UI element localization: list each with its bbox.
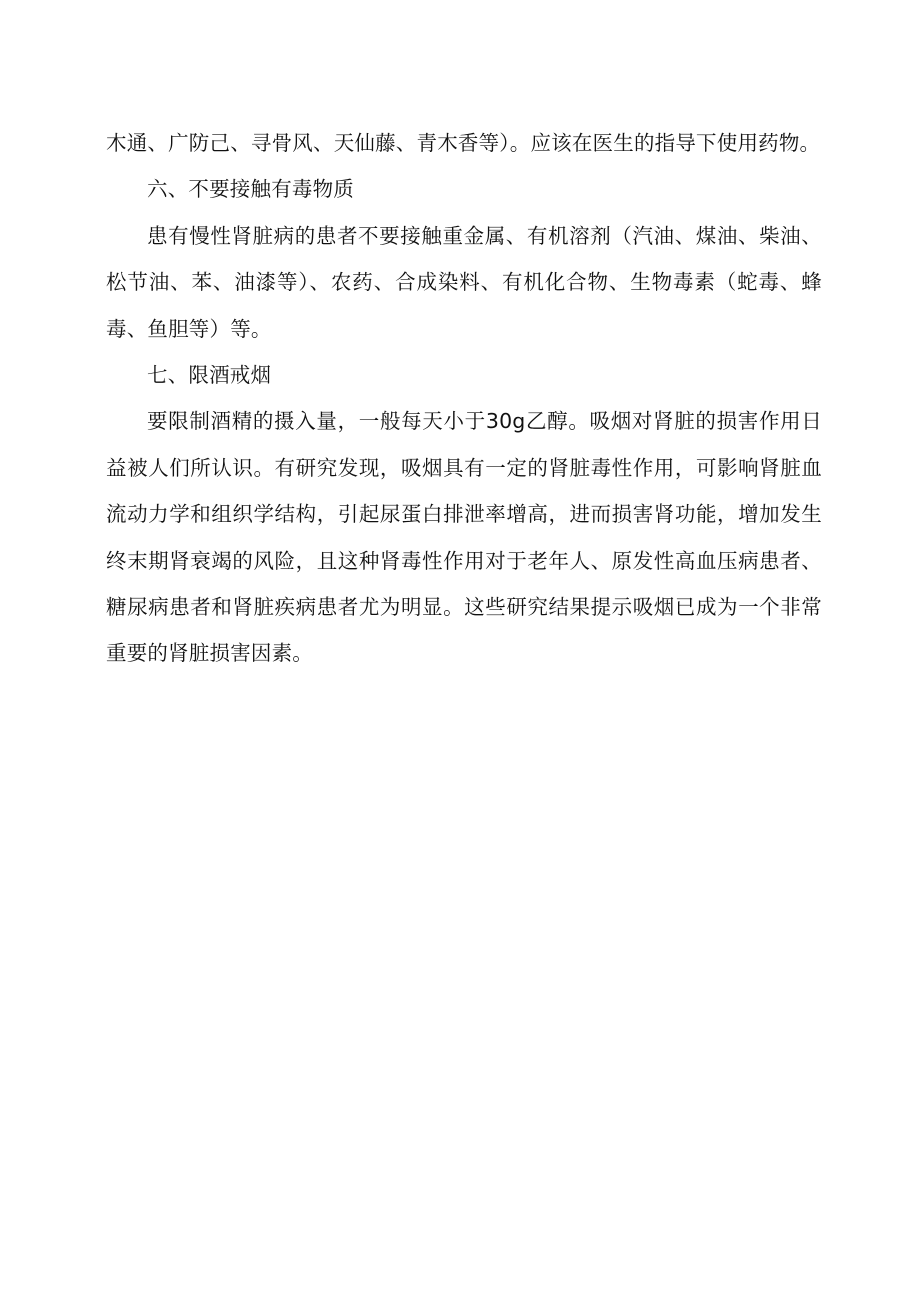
section-heading-6: 六、不要接触有毒物质 [147,177,354,202]
section-7-paragraph: 要限制酒精的摄入量，一般每天小于30g乙醇。吸烟对肾脏的损害作用日益被人们所认识。有研究发现，吸烟具有一定的肾脏毒性作用，可影响肾脏血流动力学和组织学结构，引起尿蛋白排泄率增高，进而损害肾功能，增加发生终末期肾衰竭的风险，且这种肾毒性作用对于老年人、原发性高血压病患者、糖尿病患者和肾脏疾病患者尤为明显。这些研究结果提示吸烟已成为一个非常重要的肾脏损害因素。 [106,409,822,666]
document-body [106,120,822,677]
section-heading-7: 七、限酒戒烟 [147,363,272,388]
section-6-paragraph: 患有慢性肾脏病的患者不要接触重金属、有机溶剂（汽油、煤油、柴油、松节油、苯、油漆等）、农药、合成染料、有机化合物、生物毒素（蛇毒、蜂毒、鱼胆等）等。 [106,223,822,341]
continuation-paragraph: 木通、广防己、寻骨风、天仙藤、青木香等）。应该在医生的指导下使用药物。 [106,131,821,155]
